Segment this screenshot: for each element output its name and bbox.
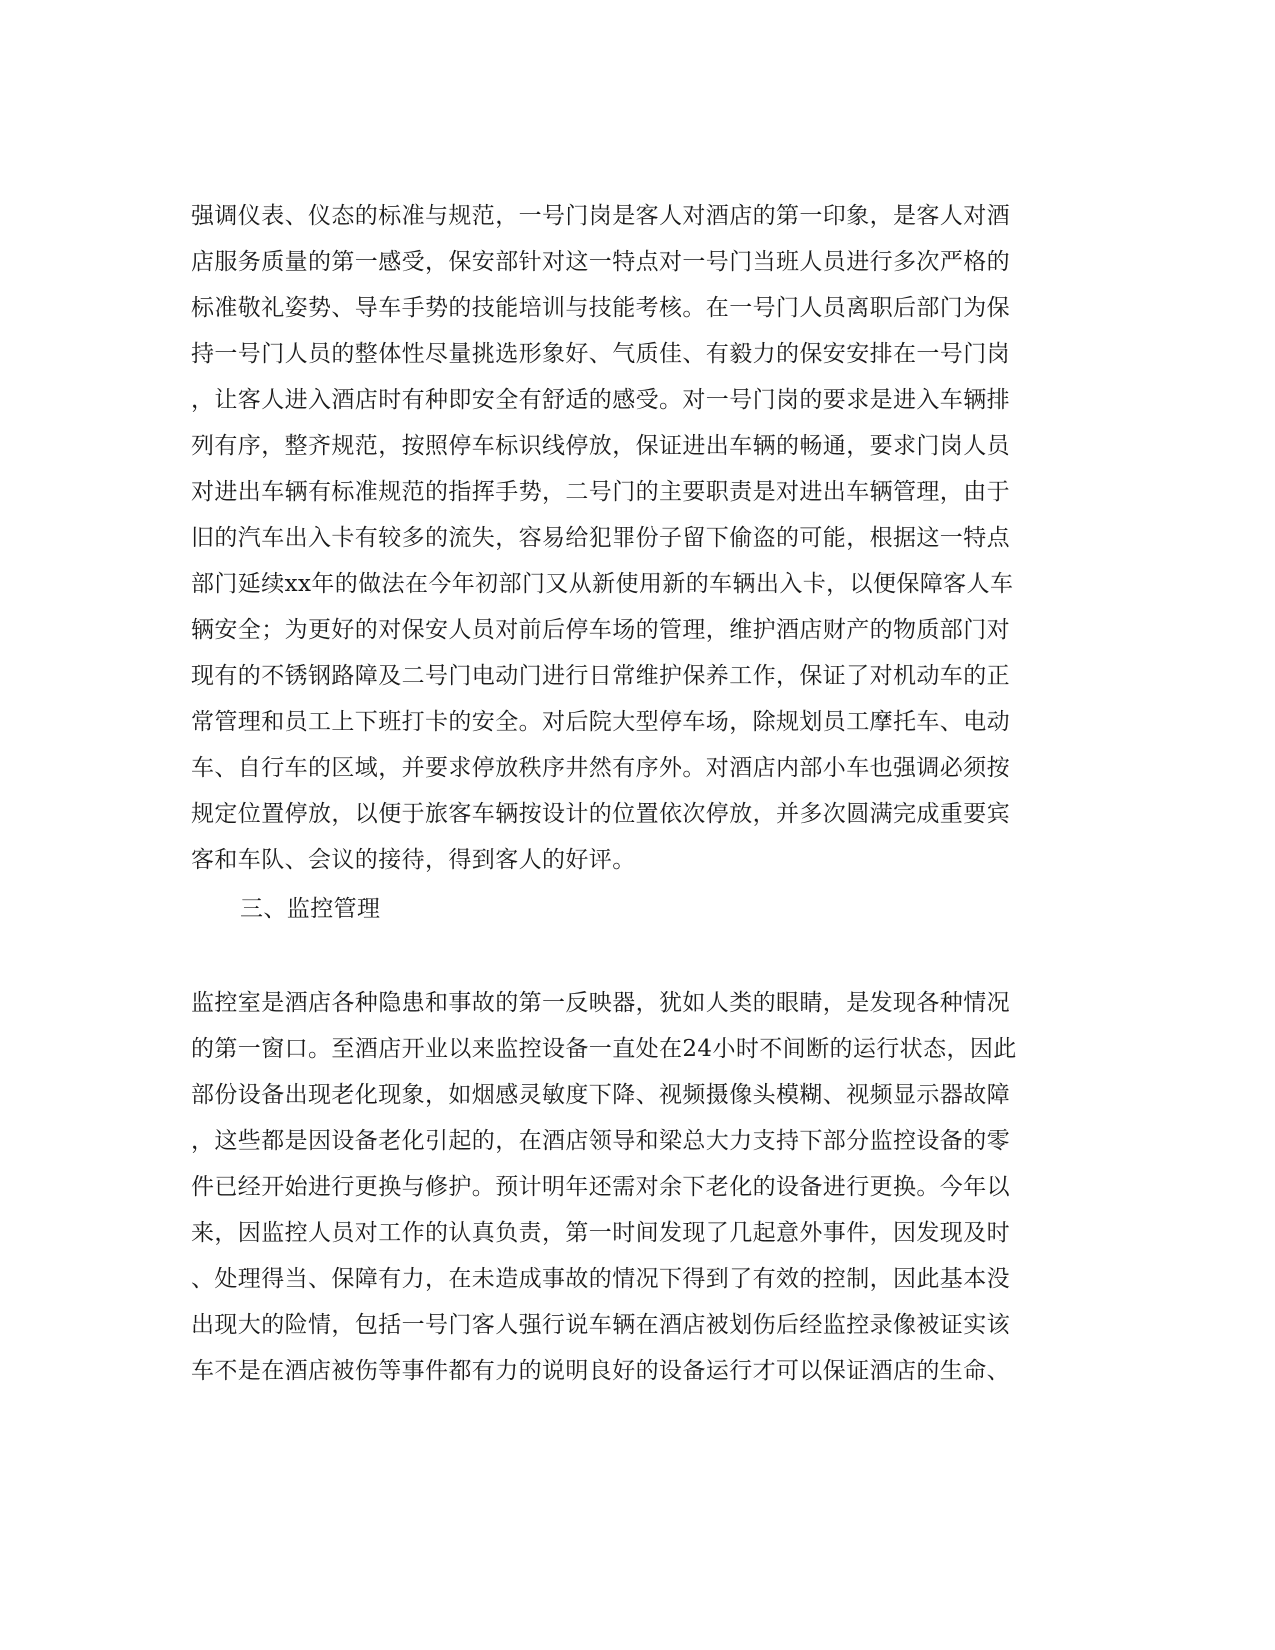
section-heading-monitoring: 三、监控管理: [240, 896, 381, 922]
text-line: 、处理得当、保障有力，在未造成事故的情况下得到了有效的控制，因此基本没: [191, 1266, 1010, 1292]
text-line: 的第一窗口。至酒店开业以来监控设备一直处在24小时不间断的运行状态，因此: [191, 1036, 1017, 1062]
text-line: 对进出车辆有标准规范的指挥手势，二号门的主要职责是对进出车辆管理，由于: [191, 479, 1010, 505]
text-line: 强调仪表、仪态的标准与规范，一号门岗是客人对酒店的第一印象，是客人对酒: [191, 203, 1010, 229]
text-line: ，这些都是因设备老化引起的，在酒店领导和梁总大力支持下部分监控设备的零: [191, 1128, 1010, 1154]
text-line: 辆安全；为更好的对保安人员对前后停车场的管理，维护酒店财产的物质部门对: [191, 617, 1010, 643]
text-line: 标准敬礼姿势、导车手势的技能培训与技能考核。在一号门人员离职后部门为保: [191, 295, 1010, 321]
text-line: 店服务质量的第一感受，保安部针对这一特点对一号门当班人员进行多次严格的: [191, 249, 1010, 275]
text-line: 常管理和员工上下班打卡的安全。对后院大型停车场，除规划员工摩托车、电动: [191, 709, 1010, 735]
text-line: 车不是在酒店被伤等事件都有力的说明良好的设备运行才可以保证酒店的生命、: [191, 1358, 1010, 1384]
text-line: 监控室是酒店各种隐患和事故的第一反映器，犹如人类的眼睛，是发现各种情况: [191, 990, 1010, 1016]
text-line: 现有的不锈钢路障及二号门电动门进行日常维护保养工作，保证了对机动车的正: [191, 663, 1010, 689]
text-line: ，让客人进入酒店时有种即安全有舒适的感受。对一号门岗的要求是进入车辆排: [191, 387, 1010, 413]
text-line: 规定位置停放，以便于旅客车辆按设计的位置依次停放，并多次圆满完成重要宾: [191, 801, 1010, 827]
text-line: 车、自行车的区域，并要求停放秩序井然有序外。对酒店内部小车也强调必须按: [191, 755, 1010, 781]
text-line: 部份设备出现老化现象，如烟感灵敏度下降、视频摄像头模糊、视频显示器故障: [191, 1082, 1010, 1108]
text-line: 客和车队、会议的接待，得到客人的好评。: [191, 847, 636, 873]
text-line: 持一号门人员的整体性尽量挑选形象好、气质佳、有毅力的保安安排在一号门岗: [191, 341, 1010, 367]
text-line: 部门延续xx年的做法在今年初部门又从新使用新的车辆出入卡，以便保障客人车: [191, 571, 1014, 597]
text-line: 件已经开始进行更换与修护。预计明年还需对余下老化的设备进行更换。今年以: [191, 1174, 1010, 1200]
text-line: 列有序，整齐规范，按照停车标识线停放，保证进出车辆的畅通，要求门岗人员: [191, 433, 1010, 459]
text-line: 旧的汽车出入卡有较多的流失，容易给犯罪份子留下偷盗的可能，根据这一特点: [191, 525, 1010, 551]
text-line: 来，因监控人员对工作的认真负责，第一时间发现了几起意外事件，因发现及时: [191, 1220, 1010, 1246]
text-line: 出现大的险情，包括一号门客人强行说车辆在酒店被划伤后经监控录像被证实该: [191, 1312, 1010, 1338]
